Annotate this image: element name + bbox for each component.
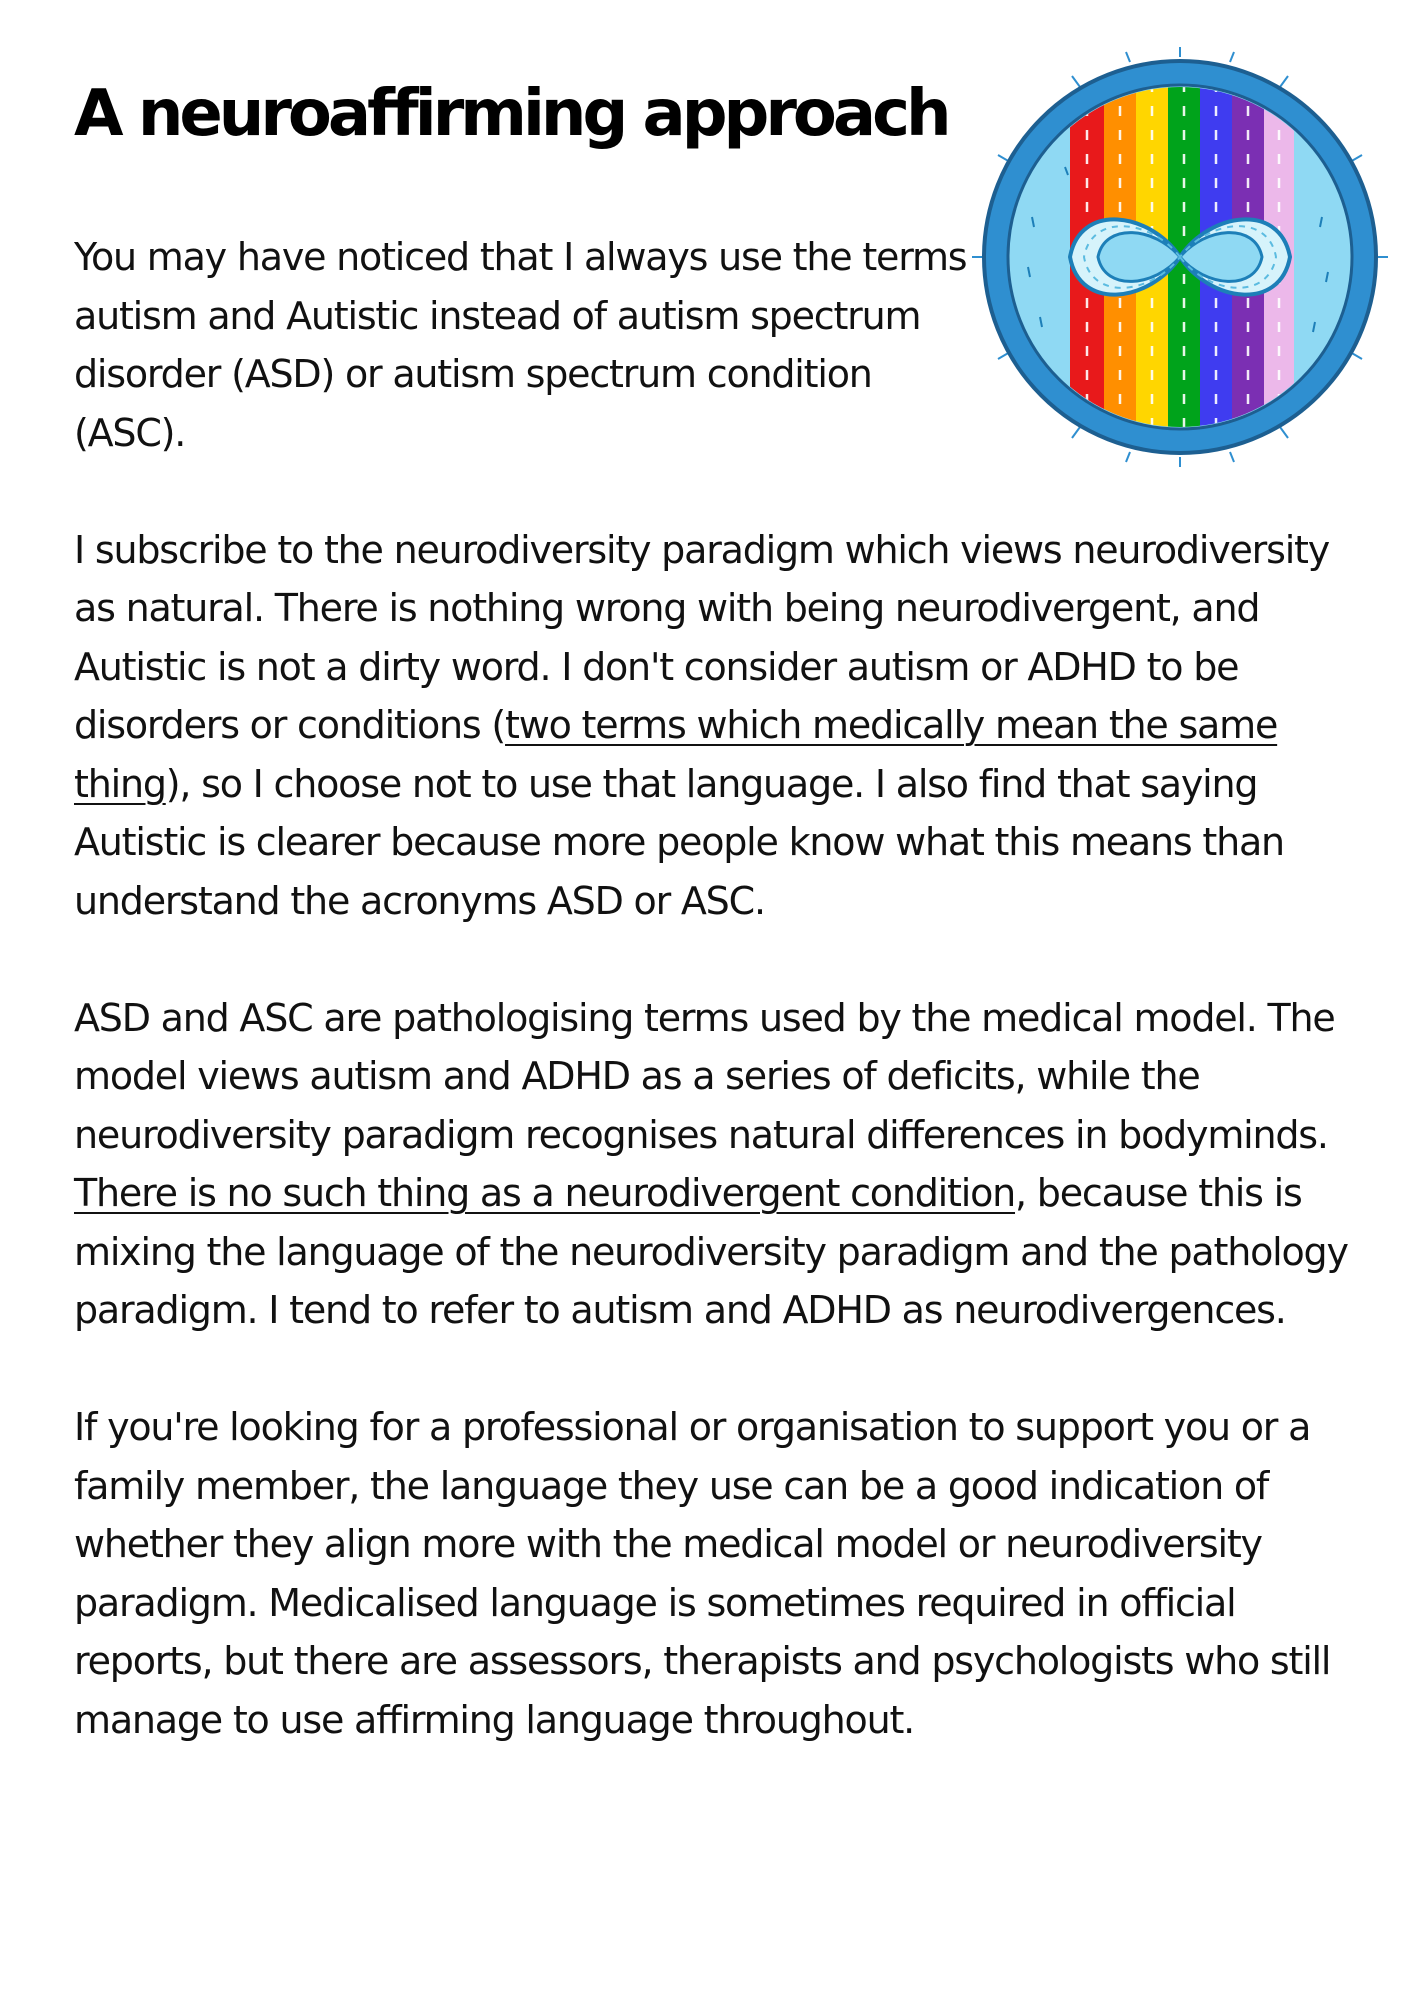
paragraph-2-text-a: I subscribe to the neurodiversity paradigm which views neurodiversity as natural. There is nothing wrong with being neurodivergent, and Autistic is not a dirty word. I don't consider autism or ADHD to be disorders or conditions ( [74,527,1330,747]
neurodivergent-condition-link[interactable]: There is no such thing as a neurodivergent condition [74,1171,1016,1215]
rainbow-infinity-icon [970,42,1390,472]
paragraph-3-text-a: ASD and ASC are pathologising terms used by the medical model. The model views autism and ADHD as a series of deficits, while the neurodiversity paradigm recognises natural differences in bodyminds. [74,995,1335,1157]
paragraph-3-text-b: , because this is mixing the language of the neurodiversity paradigm and the pathology paradigm. I tend to refer to autism and ADHD as neurodivergences. [74,1171,1348,1332]
paragraph-3 [74,989,1374,1340]
page-title: A neuroaffirming approach [74,77,948,151]
paragraph-1: You may have noticed that I always use the terms autism and Autistic instead of autism spectrum disorder (ASD) or autism spectrum condition (ASC). [74,235,967,455]
medically-same-thing-link[interactable]: two terms which medically mean the same thing [74,703,1278,806]
paragraph-4: If you're looking for a professional or organisation to support you or a family member, the language they use can be a good indication of whether they align more with the medical model or neurodiversity paradigm. Medicalised language is sometimes required in official reports, but there are assessors, therapists and psychologists who still manage to use affirming language throughout. [74,1405,1331,1742]
paragraph-2 [74,521,1374,931]
paragraph-2-text-b: ), so I choose not to use that language. I also find that saying Autistic is clearer because more people know what this means than understand the acronyms ASD or ASC. [74,761,1284,923]
